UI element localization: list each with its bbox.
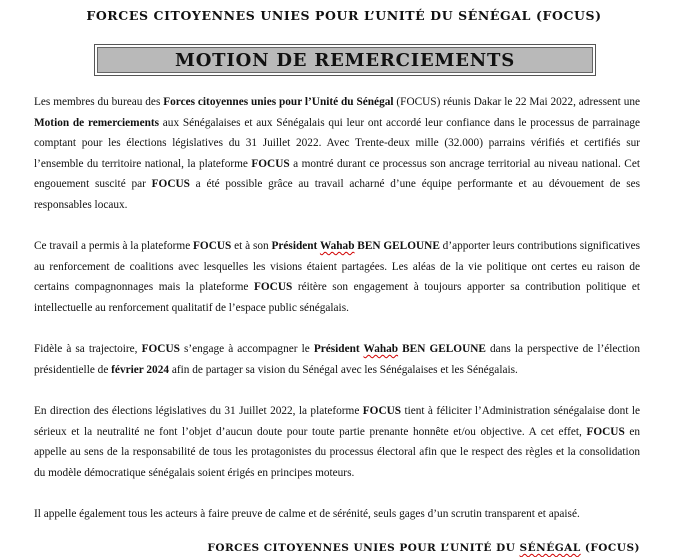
p1-text-5: a été possible grâce au travail acharné d’une équipe performante et au dévouement de ses responsables locaux. <box>34 178 641 211</box>
p2-bold-president <box>272 240 440 252</box>
footer-signature <box>207 542 640 554</box>
p3-bold-date: février 2024 <box>111 363 169 376</box>
p2-text-1: Ce travail a permis à la plateforme <box>34 240 194 253</box>
p2-bold-focus-2: FOCUS <box>253 281 293 294</box>
p2-president-lastname: BEN GELOUNE <box>354 240 440 253</box>
document-body <box>34 92 640 524</box>
p3-bold-focus: FOCUS <box>141 343 180 356</box>
paragraph-3 <box>34 339 640 380</box>
title-box <box>94 44 596 76</box>
p1-bold-motion: Motion de remerciements <box>34 116 160 129</box>
p3-bold-president <box>314 343 486 355</box>
p2-text-4: réitère son engagement à toujours apporter sa contribution politique et intellectuelle au renforcement qualitatif de l’espace public sénégalais. <box>34 281 640 314</box>
paragraph-5 <box>34 504 640 525</box>
p1-bold-focus-1: FOCUS <box>251 157 290 170</box>
footer-org-part-3: (FOCUS) <box>580 542 640 554</box>
p4-text-2: tient à féliciter l’Administration sénégalaise dont le sérieux et la neutralité ne font l’objet d’aucun doute pour toute partie prenante honnête et/ou objective. A cet effet, <box>34 404 640 438</box>
footer-org-part-1: FORCES CITOYENNES UNIES POUR L’UNITÉ DU <box>207 542 520 554</box>
paragraph-1 <box>34 92 640 216</box>
p1-text-2: (FOCUS) réunis Dakar le 22 Mai 2022, adressent une <box>393 96 641 108</box>
p2-president-title: Président <box>271 240 320 253</box>
p4-text-3: en appelle au sens de la responsabilité de tous les protagonistes du processus électoral afin que le respect des règles et la consolidation du modèle démocratique sénégalais soient érigés en principes moteurs. <box>34 425 640 479</box>
p3-president-title: Président <box>313 343 364 356</box>
p3-president-firstname: Wahab <box>363 343 399 356</box>
p4-bold-focus-1: FOCUS <box>362 404 402 417</box>
p3-text-2: s’engage à accompagner le <box>179 343 314 356</box>
p3-text-1: Fidèle à sa trajectoire, <box>34 343 142 356</box>
p1-bold-org-name: Forces citoyennes unies pour l’Unité du Sénégal <box>163 96 394 108</box>
document-title: MOTION DE REMERCIEMENTS <box>174 50 516 71</box>
p4-bold-focus-2: FOCUS <box>586 425 625 438</box>
p1-text-3: aux Sénégalaises et aux Sénégalais qui leur ont accordé leur confiance dans le processus de parrainage comptant pour les élections législatives du 31 Juillet 2022. Avec Trente-deux mille (32.000) parrains vérifiés et certifiés sur l’ensemble du territoire national, la plateforme <box>34 116 640 170</box>
p5-text-1: Il appelle également tous les acteurs à faire preuve de calme et de sérénité, seuls gages d’un scrutin transparent et apaisé. <box>34 507 580 520</box>
paragraph-4 <box>34 401 640 483</box>
organization-header: FORCES CITOYENNES UNIES POUR L’UNITÉ DU SÉNÉGAL (FOCUS) <box>86 8 602 23</box>
p3-president-lastname: BEN GELOUNE <box>398 343 486 356</box>
p3-text-3: dans la perspective de l’élection présidentielle de <box>34 343 640 376</box>
p2-president-firstname: Wahab <box>319 240 355 253</box>
p2-bold-focus-1: FOCUS <box>193 240 232 253</box>
p1-bold-focus-2: FOCUS <box>151 178 190 191</box>
footer-org-part-2: SÉNÉGAL <box>519 542 581 554</box>
p1-text-1: Les membres du bureau des <box>34 96 164 108</box>
paragraph-2 <box>34 236 640 318</box>
p2-text-2: et à son <box>231 240 272 253</box>
p3-text-4: afin de partager sa vision du Sénégal avec les Sénégalaises et les Sénégalais. <box>169 363 518 376</box>
p2-text-3: d’apporter leurs contributions significatives au renforcement de coalitions avec lesquelles les visions étaient partagées. Les aléas de la vie politique ont certes eu raison de certains compagnonnages mais la plateforme <box>34 240 641 294</box>
p1-text-4: a montré durant ce processus son ancrage territorial au niveau national. Cet engouement suscité par <box>34 157 640 191</box>
p4-text-1: En direction des élections législatives du 31 Juillet 2022, la plateforme <box>34 404 363 417</box>
